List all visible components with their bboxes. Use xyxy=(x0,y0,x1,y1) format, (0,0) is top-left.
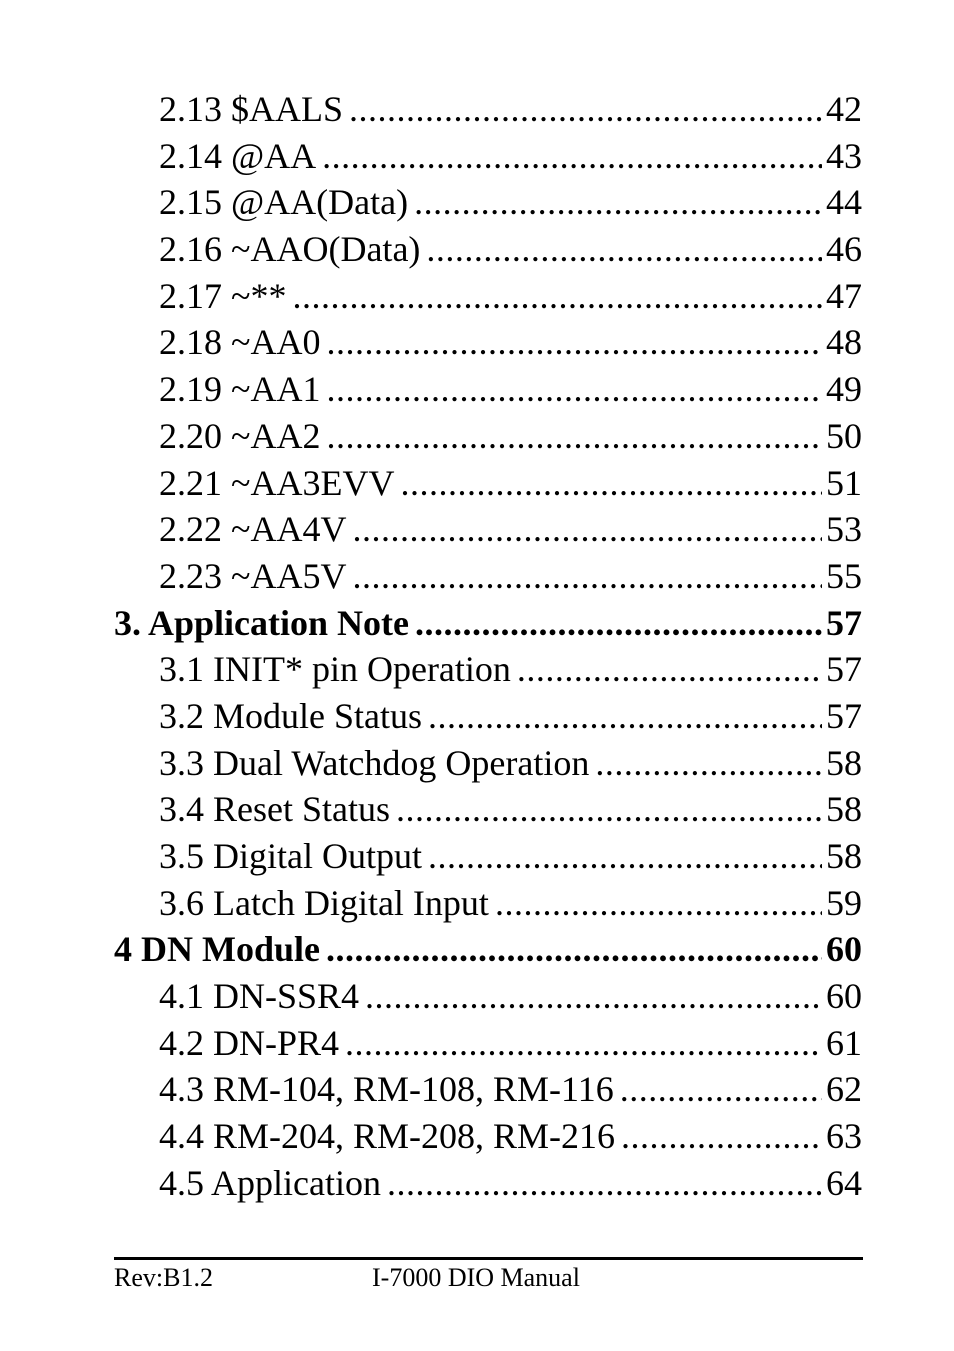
toc-dot-leader xyxy=(352,506,822,553)
toc-dot-leader xyxy=(517,646,822,693)
toc-section-entry[interactable] xyxy=(114,366,862,413)
toc-entry-label: 3. Application Note xyxy=(114,602,410,643)
toc-section-entry[interactable] xyxy=(114,553,862,600)
toc-entry-page-number: 57 xyxy=(826,602,862,643)
toc-entry-label: 4.1 DN-SSR4 xyxy=(159,976,360,1017)
toc-section-entry[interactable] xyxy=(114,1113,862,1160)
toc-entry-label: 2.15 @AA(Data) xyxy=(159,182,409,223)
toc-entry-page-number: 59 xyxy=(826,882,862,923)
toc-entry-label: 3.5 Digital Output xyxy=(159,836,422,876)
toc-section-entry[interactable] xyxy=(114,319,862,366)
toc-dot-leader xyxy=(352,553,822,600)
toc-section-entry[interactable] xyxy=(114,460,862,507)
toc-entry-page-number: 57 xyxy=(826,695,862,736)
toc-entry-page-number: 57 xyxy=(826,649,862,690)
footer-revision: Rev:B1.2 xyxy=(114,1263,213,1292)
toc-entry-label: 4.5 Application xyxy=(159,1162,381,1203)
toc-entry-page-number: 58 xyxy=(826,789,862,830)
toc-dot-leader xyxy=(322,133,822,180)
toc-entry-page-number: 60 xyxy=(826,929,862,970)
toc-dot-leader xyxy=(621,1113,822,1160)
toc-dot-leader xyxy=(326,366,822,413)
toc-section-entry[interactable] xyxy=(114,506,862,553)
toc-entry-label: 2.19 ~AA1 xyxy=(159,369,321,410)
toc-entry-page-number: 50 xyxy=(826,415,862,456)
toc-section-entry[interactable] xyxy=(114,1066,862,1113)
toc-entry-label: 4 DN Module xyxy=(114,929,320,970)
toc-entry-label: 2.21 ~AA3EVV xyxy=(159,462,395,503)
toc-entry-page-number: 49 xyxy=(826,369,862,410)
toc-entry-label: 4.2 DN-PR4 xyxy=(159,1022,340,1063)
toc-dot-leader xyxy=(396,786,822,833)
toc-section-entry[interactable] xyxy=(114,1020,862,1067)
toc-entry-page-number: 58 xyxy=(826,836,862,876)
toc-entry-label: 3.3 Dual Watchdog Operation xyxy=(159,742,590,783)
toc-section-entry[interactable] xyxy=(114,179,862,226)
table-of-contents xyxy=(114,86,862,1207)
toc-section-entry[interactable] xyxy=(114,1160,862,1207)
toc-dot-leader xyxy=(595,740,822,787)
toc-dot-leader xyxy=(426,226,822,273)
toc-entry-label: 2.13 $AALS xyxy=(159,89,344,129)
toc-entry-label: 2.17 ~** xyxy=(159,275,287,316)
toc-entry-label: 2.23 ~AA5V xyxy=(159,555,347,596)
toc-section-entry[interactable] xyxy=(114,973,862,1020)
toc-dot-leader xyxy=(414,179,822,226)
toc-section-entry[interactable] xyxy=(114,133,862,180)
toc-section-entry[interactable] xyxy=(114,693,862,740)
toc-section-entry[interactable] xyxy=(114,273,862,320)
toc-chapter-entry[interactable] xyxy=(114,926,862,973)
toc-section-entry[interactable] xyxy=(114,86,862,133)
toc-dot-leader xyxy=(428,833,822,880)
toc-entry-page-number: 51 xyxy=(826,462,862,503)
toc-entry-page-number: 55 xyxy=(826,555,862,596)
toc-entry-page-number: 62 xyxy=(826,1069,862,1110)
toc-dot-leader xyxy=(365,973,822,1020)
toc-entry-page-number: 47 xyxy=(826,275,862,316)
toc-entry-page-number: 61 xyxy=(826,1022,862,1063)
toc-entry-label: 3.2 Module Status xyxy=(159,695,423,736)
toc-dot-leader xyxy=(326,926,822,973)
toc-entry-page-number: 43 xyxy=(826,135,862,176)
footer-document-title: I-7000 DIO Manual xyxy=(372,1263,580,1292)
toc-dot-leader xyxy=(345,1020,822,1067)
toc-entry-page-number: 63 xyxy=(826,1116,862,1157)
toc-entry-label: 2.22 ~AA4V xyxy=(159,509,347,550)
toc-dot-leader xyxy=(415,600,822,647)
toc-chapter-entry[interactable] xyxy=(114,600,862,647)
toc-entry-label: 4.4 RM-204, RM-208, RM-216 xyxy=(159,1116,616,1157)
toc-entry-label: 2.18 ~AA0 xyxy=(159,322,321,363)
toc-entry-page-number: 46 xyxy=(826,229,862,270)
toc-entry-page-number: 44 xyxy=(826,182,862,223)
toc-entry-page-number: 53 xyxy=(826,509,862,550)
toc-dot-leader xyxy=(400,460,822,507)
toc-entry-page-number: 42 xyxy=(826,89,862,129)
toc-entry-page-number: 60 xyxy=(826,976,862,1017)
toc-dot-leader xyxy=(349,86,822,133)
toc-dot-leader xyxy=(387,1160,822,1207)
toc-entry-label: 2.14 @AA xyxy=(159,135,317,176)
toc-dot-leader xyxy=(326,413,822,460)
toc-dot-leader xyxy=(495,880,822,927)
toc-dot-leader xyxy=(326,319,822,366)
toc-entry-page-number: 48 xyxy=(826,322,862,363)
toc-dot-leader xyxy=(428,693,822,740)
toc-section-entry[interactable] xyxy=(114,740,862,787)
toc-section-entry[interactable] xyxy=(114,646,862,693)
footer-divider xyxy=(114,1257,863,1260)
toc-entry-page-number: 64 xyxy=(826,1162,862,1203)
toc-entry-label: 3.4 Reset Status xyxy=(159,789,390,830)
toc-entry-label: 3.6 Latch Digital Input xyxy=(159,882,489,923)
toc-section-entry[interactable] xyxy=(114,413,862,460)
toc-entry-label: 2.20 ~AA2 xyxy=(159,415,321,456)
toc-dot-leader xyxy=(620,1066,822,1113)
toc-section-entry[interactable] xyxy=(114,880,862,927)
toc-entry-label: 4.3 RM-104, RM-108, RM-116 xyxy=(159,1069,614,1110)
toc-dot-leader xyxy=(292,273,822,320)
toc-section-entry[interactable] xyxy=(114,226,862,273)
toc-entry-label: 3.1 INIT* pin Operation xyxy=(159,649,511,690)
toc-section-entry[interactable] xyxy=(114,786,862,833)
toc-entry-page-number: 58 xyxy=(826,742,862,783)
toc-entry-label: 2.16 ~AAO(Data) xyxy=(159,229,421,270)
toc-section-entry[interactable] xyxy=(114,833,862,880)
